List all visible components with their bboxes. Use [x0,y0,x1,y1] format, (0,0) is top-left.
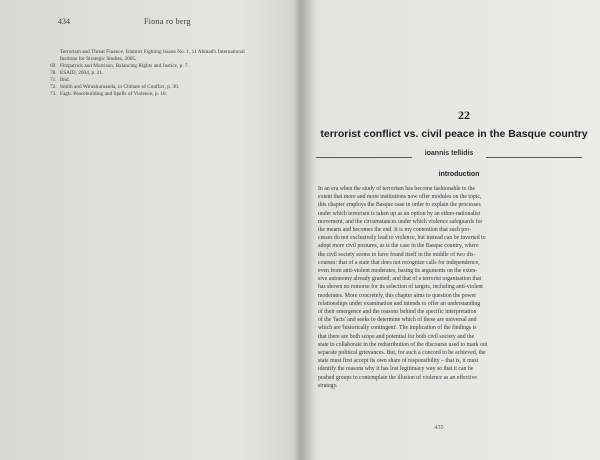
right-page [304,0,600,460]
body-line: state to collaborate in the redistribution of the discourse used to mark out [318,341,488,348]
body-line: this chapter employs the Basque case in order to explain the processes [318,202,481,209]
endnote: 70. ESAID, 2004, p. 21. [50,70,104,76]
body-line: the means and becomes the end. It is my contention that such pro- [318,227,472,234]
body-line: moderates. More concretely, this chapter aims to question the power [318,292,477,299]
body-line: relationships under examination and intends to offer an understanding [318,300,481,307]
body-line: under which terrorism is taken up as an option by an ethno-nationalist [318,210,481,217]
endnote: 72. Smith and Wirakkumanda, in Climate of Conflict, p. 30. [50,84,180,90]
body-text [318,185,568,390]
body-line: the civil society seems to have found itself in the middle of two dis- [318,251,476,258]
body-line: courses: that of a state that does not recognize calls for independence, [318,259,480,266]
section-heading: introduction [438,171,480,178]
body-line: that there are both scope and potential for both civil society and the [318,333,475,340]
author-byline [316,148,582,162]
body-line: even from anti-violent moderates, basing its arguments on the exten- [318,268,478,275]
byline-rule-right [486,157,582,158]
endnote: 71. Ibid. [50,77,70,83]
right-page-number: 435 [434,425,444,431]
left-page [0,0,296,460]
body-line: cesses do not exclusively lead to violence, but instead can be inverted to [318,235,486,242]
body-line: of the 'facts' and seeks to determine which of these are universal and [318,317,477,324]
body-line: sive autonomy already granted; and that of a terrorist organisation that [318,276,482,283]
chapter-title: terrorist conflict vs. civil peace in the Basque country [320,128,588,140]
byline-rule-left [316,157,412,158]
body-line: of their emergence and the reasons behind the specific interpretation [318,309,477,316]
endnote: Institute for Strategic Studies, 2005. [60,56,137,62]
left-page-number: 434 [58,17,70,26]
body-line: has shown no remorse for its selection of targets, including anti-violent [318,284,483,291]
running-title: Fiona ro berg [144,17,191,26]
body-line: In an era when the study of terrorism has become fashionable to the [318,186,476,192]
author-name: ioannis tellidis [424,150,474,157]
endnote: 73. Fagh. Peacebuilding and Spells of Violence, p. 10. [50,91,167,97]
body-line: adopt more civil postures, as is the case in the Basque country, where [318,243,479,250]
body-line: which are 'historically contingent'. The implication of the findings is [318,325,477,332]
endnote: 69. Fitzpatrick and Morrison, Balancing Rights and Justice, p. 7. [50,63,189,69]
body-line: movement, and the circumstances under which violence safeguards for [318,218,483,225]
body-line: pushed groups to contemplate the illusion of violence as an effective [318,374,477,381]
chapter-number: 22 [458,108,470,122]
body-line: strategy. [318,382,338,389]
body-line: state must first accept its own share of responsibility – that is, it must [318,358,479,365]
body-line: separate political grievances. But, for such a concord to be achieved, the [318,350,486,357]
body-line: identify the reasons why it has lost legitimacy way so that it can be [318,366,474,373]
body-line: extent that more and more institutions now offer modules on the topic, [318,194,482,201]
endnotes [50,49,290,98]
endnote: Terrorism and Threat Finance, Islamist Fighting Issues No. 1, 11 Ahmad's International [60,49,245,55]
